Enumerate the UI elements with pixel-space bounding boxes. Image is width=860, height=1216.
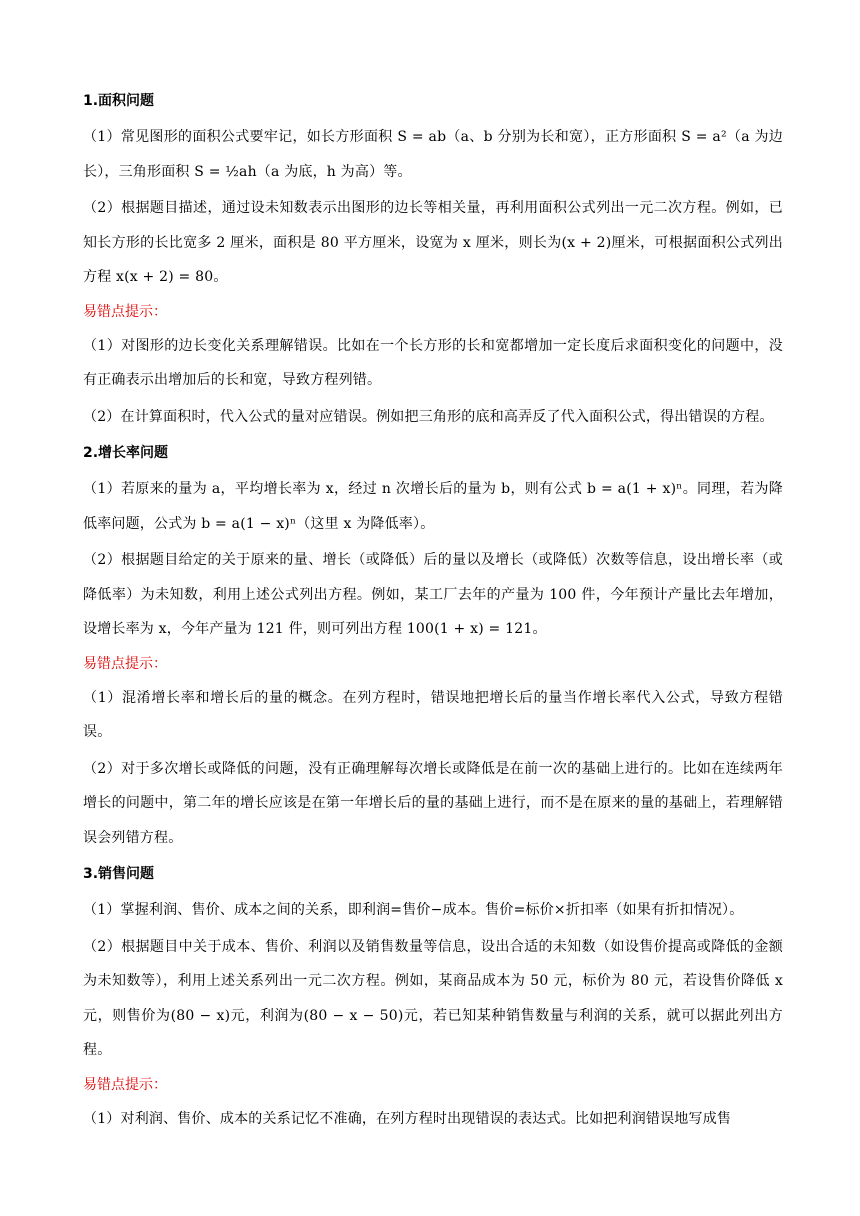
section-heading: 3.销售问题 <box>83 866 155 882</box>
error-hint-label: 易错点提示： <box>83 1076 167 1093</box>
hint-paragraph: （1）混淆增长率和增长后的量的概念。在列方程时，错误地把增长后的量当作增长率代入公式，导致方程错误。 <box>83 689 783 740</box>
paragraph: （1）若原来的量为 a，平均增长率为 x，经过 n 次增长后的量为 b，则有公式 b = a(1 + x)ⁿ。同理，若为降低率问题，公式为 b = a(1 − x)ⁿ（这里 x 为降低率）。 <box>83 481 783 532</box>
hint-paragraph: （1）对图形的边长变化关系理解错误。比如在一个长方形的长和宽都增加一定长度后求面积变化的问题中，没有正确表示出增加后的长和宽，导致方程列错。 <box>83 337 783 388</box>
error-hint-label: 易错点提示： <box>83 655 167 672</box>
section-area-problem <box>83 88 783 434</box>
error-hint-label: 易错点提示： <box>83 303 167 320</box>
hint-paragraph: （2）对于多次增长或降低的问题，没有正确理解每次增长或降低是在前一次的基础上进行的。比如在连续两年增长的问题中，第二年的增长应该是在第一年增长后的量的基础上进行，而不是在原来的量的基础上，若理解错误会列错方程。 <box>83 760 783 846</box>
paragraph: （2）根据题目中关于成本、售价、利润以及销售数量等信息，设出合适的未知数（如设售价提高或降低的金额为未知数等），利用上述关系列出一元二次方程。例如，某商品成本为 50 元，标价为 80 元，若设售价降低 x 元，则售价为(80 − x)元，利润为(80 − x − 50)元，若已知某种销售数量与利润的关系，就可以据此列出方程。 <box>83 938 783 1058</box>
section-growth-rate <box>83 440 783 855</box>
paragraph: （2）根据题目给定的关于原来的量、增长（或降低）后的量以及增长（或降低）次数等信息，设出增长率（或降低率）为未知数，利用上述公式列出方程。例如，某工厂去年的产量为 100 件，今年预计产量比去年增加，设增长率为 x，今年产量为 121 件，则可列出方程 100(1 + x) = 121。 <box>83 552 783 637</box>
hint-paragraph: （1）对利润、售价、成本的关系记忆不准确，在列方程时出现错误的表达式。比如把利润错误地写成售 <box>83 1110 732 1127</box>
section-sales-problem <box>83 861 783 1136</box>
document-body <box>83 88 783 1142</box>
section-heading: 1.面积问题 <box>83 93 155 109</box>
hint-paragraph: （2）在计算面积时，代入公式的量对应错误。例如把三角形的底和高弄反了代入面积公式，得出错误的方程。 <box>83 408 774 425</box>
paragraph: （2）根据题目描述，通过设未知数表示出图形的边长等相关量，再利用面积公式列出一元二次方程。例如，已知长方形的长比宽多 2 厘米，面积是 80 平方厘米，设宽为 x 厘米，则长为(x + 2)厘米，可根据面积公式列出方程 x(x + 2) = 80。 <box>83 200 783 285</box>
section-heading: 2.增长率问题 <box>83 445 169 461</box>
paragraph: （1）常见图形的面积公式要牢记，如长方形面积 S = ab（a、b 分别为长和宽），正方形面积 S = a²（a 为边长），三角形面积 S = ½ah（a 为底，h 为高）等。 <box>83 129 783 180</box>
paragraph: （1）掌握利润、售价、成本之间的关系，即利润=售价−成本。售价=标价×折扣率（如果有折扣情况）。 <box>83 902 744 918</box>
